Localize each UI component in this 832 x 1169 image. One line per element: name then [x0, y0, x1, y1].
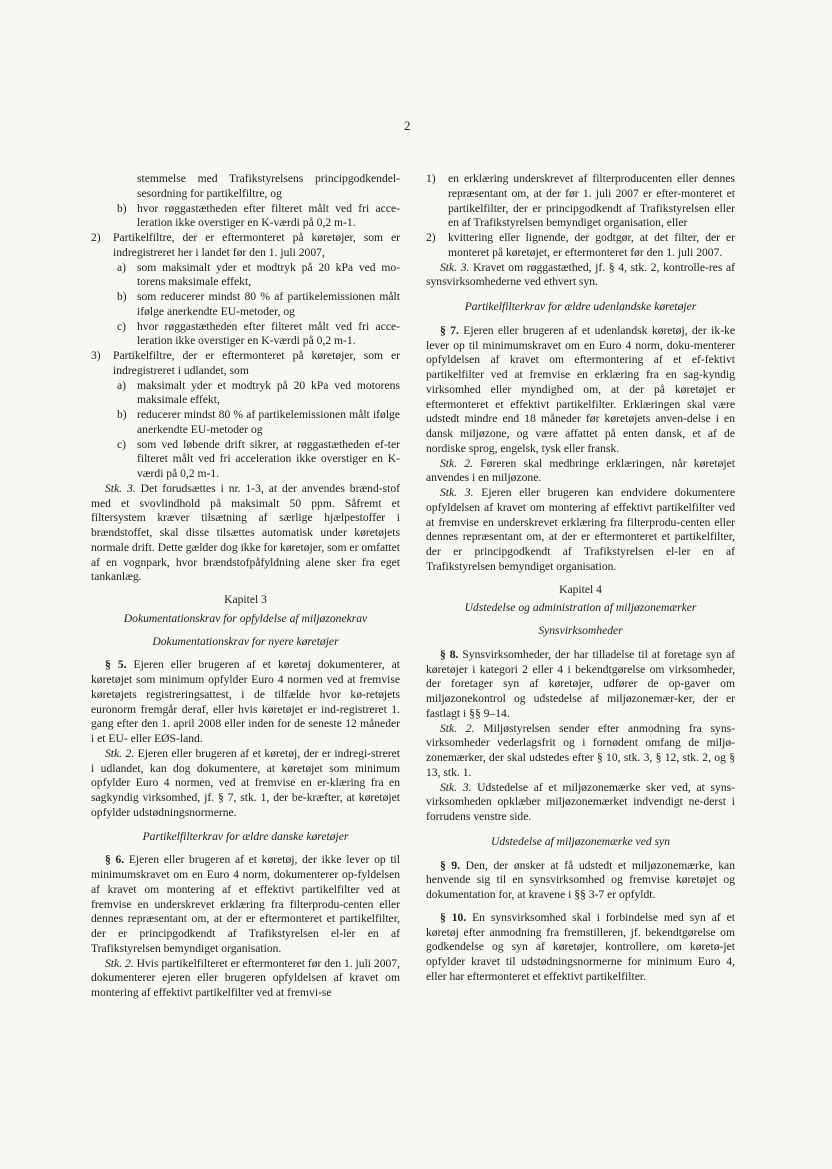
chapter-title: Udstedelse og administration af miljøzonemærker [464, 601, 697, 615]
paragraph [426, 722, 735, 781]
list-item [91, 379, 400, 409]
section-heading: Udstedelse af miljøzonemærke ved syn [490, 834, 671, 848]
left-column [91, 172, 400, 1001]
item-text: hvor røggastætheden efter filteret målt ved fri acce-leration ikke overstiger en K-værdi på 0,2 m-1. [137, 319, 400, 348]
list-item [426, 231, 735, 261]
section-heading: Partikelfilterkrav for ældre udenlandske køretøjer [464, 300, 697, 313]
paragraph-text: Det forudsættes i nr. 1-3, at der anvendes brænd-stof med et svovlindhold på maksimalt 50 ppm. Såfremt et filtersystem kræver tilsætning af særlige hjælpestoffer i brændstoffet, skal disse tilsættes automatisk under køretøjets normale drift. Dette gælder dog ikke for køretøjer, som er omfattet af en vognpark, hvor brændstofpåfyldning alene sker fra eget tankanlæg. [91, 481, 401, 584]
section-heading: Partikelfilterkrav for ældre danske køretøjer [142, 829, 349, 843]
item-number: b) [117, 201, 127, 215]
item-text: maksimalt yder et modtryk på 20 kPa ved motorens maksimale effekt, [137, 378, 400, 407]
list-item [91, 320, 400, 350]
paragraph-text: Den, der ønsker at få udstedt et miljøzonemærke, kan henvende sig til en synsvirksomhed og fremvise køretøjet og dokumentation for, at kravene i §§ 3-7 er opfyldt. [426, 858, 735, 901]
paragraph [91, 658, 400, 747]
paragraph [91, 482, 400, 585]
paragraph [426, 781, 735, 825]
section-label: § 6. [105, 853, 125, 867]
item-text: som maksimalt yder et modtryk på 20 kPa ved mo-torens maksimale effekt, [137, 260, 400, 289]
section-label: § 10. [440, 910, 467, 924]
item-number: c) [117, 437, 127, 451]
paragraph [426, 261, 735, 291]
paragraph-text: Kravet om røggastæthed, jf. § 4, stk. 2, kontrolle-res af synsvirksomhederne ved ethvert syn. [426, 260, 736, 289]
paragraph [91, 957, 400, 1001]
paragraph [426, 911, 735, 985]
item-number: a) [117, 260, 127, 274]
paragraph [91, 853, 400, 956]
paragraph [426, 486, 735, 575]
paragraph [426, 324, 735, 457]
paragraph-text: Hvis partikelfilteret er eftermonteret før den 1. juli 2007, dokumenterer ejeren eller brugeren opfyldelsen af kravet om montering af effektivt partikelfilter ved at fremvi-se [91, 956, 400, 999]
item-text: kvittering eller lignende, der godtgør, at det filter, der er monteret på køretøjet, er eftermonteret før den 1. juli 2007. [448, 231, 735, 259]
list-item [91, 261, 400, 291]
item-number: a) [117, 378, 127, 392]
paragraph-text: Føreren skal medbringe erklæringen, når køretøjet anvendes i en miljøzone. [426, 456, 735, 485]
stk-label: Stk. 2. [105, 746, 135, 760]
stk-label: Stk. 2. [440, 721, 475, 735]
item-text: reducerer mindst 80 % af partikelemissionen målt ifølge anerkendte EU-metoder og [137, 408, 400, 436]
item-text: som reducerer mindst 80 % af partikelemissionen målt ifølge anerkendte EU-metoder, og [137, 290, 400, 318]
list-item [91, 202, 400, 232]
item-text: Partikelfiltre, der er eftermonteret på køretøjer, som er indregistreret her i landet før den 1. juli 2007, [113, 231, 400, 259]
section-heading: Synsvirksomheder [538, 624, 623, 637]
page-number: 2 [404, 118, 411, 133]
list-item [91, 349, 400, 379]
item-number: 2) [91, 231, 101, 244]
list-item [426, 172, 735, 231]
paragraph-text: Ejeren eller brugeren af et køretøj, der er indregi-streret i udlandet, kan dog dokumentere, at køretøjet som minimum opfylder Euro 4 normen, ved at fremvise en er-klæring fra en sagkyndig virksomhed, jf. § 7, stk. 1, der be-kræfter, at køretøjet opfylder udstødningsnormerne. [91, 746, 400, 819]
section-heading: Dokumentationskrav for nyere køretøjer [152, 634, 339, 648]
paragraph [91, 747, 400, 821]
paragraph-text: Synsvirksomheder, der har tilladelse til at foretage syn af køretøjer i kategori 2 eller 4 i bekendtgørelse om virksomheder, der foretager syn af køretøjer, udfører de op-gaver om miljøzonekontrol og udstedelse af miljøzonemær-ker, der er fastlagt i §§ 9–14. [426, 647, 736, 720]
list-item [91, 231, 400, 261]
item-text: Partikelfiltre, der er eftermonteret på køretøjer, som er indregistreret i udlandet, som [113, 349, 400, 377]
paragraph-text: Ejeren eller brugeren af et køretøj, der ikke lever op til minimumskravet om en Euro 4 norm, dokumenterer op-fyldelsen af kravet om montering af et effektivt partikelfilter ved at fremvise en underskrevet erklæring fra filterprodu-centen eller dennes repræsentant om, at der er eftermonteret et partikelfilter, der er principgodkendt af Trafikstyrelsen el-ler en af Trafikstyrelsen bemyndiget organisation. [91, 853, 400, 955]
stk-label: Stk. 2. [440, 456, 473, 470]
chapter-title: Dokumentationskrav for opfyldelse af miljøzonekrav [123, 611, 368, 625]
paragraph-text: Ejeren eller brugeren af et udenlandsk køretøj, der ik-ke lever op til minimumskravet om en Euro 4 norm, doku-menterer opfyldelsen af kravet om eftermontering af et ef-fektivt partikelfilter ved at fremvise en erklæring fra en sag-kyndig virksomhed eller myndighed om, at der på køretøjet er eftermonteret et effektivt partikelfilter. Erklæringen skal være udstedt mindre end 18 måneder før køretøjets anven-delse i en dansk miljøzone, og være affattet på enten dansk, et af de nordiske sprog, engelsk, tysk eller fransk. [426, 323, 735, 455]
paragraph-text: En synsvirksomhed skal i forbindelse med syn af et køretøj efter anmodning fra fremstilleren, jf. bekendtgørelse om godkendelse og syn af køretøjer, kontrollere, om køretø-jet opfylder kravet til udstødningsnormerne for minimum Euro 4, eller har eftermonteret et effektivt partikelfilter. [426, 910, 735, 983]
item-number: 2) [426, 231, 436, 244]
list-item [91, 438, 400, 482]
right-column [426, 172, 735, 985]
stk-label: Stk. 2. [105, 956, 134, 970]
stk-label: Stk. 3. [440, 780, 472, 794]
stk-label: Stk. 3. [105, 481, 136, 495]
list-item [91, 290, 400, 320]
section-label: § 8. [440, 647, 459, 661]
item-number: 1) [426, 172, 436, 185]
stk-label: Stk. 3. [440, 260, 470, 274]
section-label: § 9. [440, 858, 461, 872]
stk-label: Stk. 3. [440, 486, 474, 499]
item-number: c) [117, 319, 127, 333]
item-number: b) [117, 290, 127, 303]
section-label: § 7. [440, 323, 459, 337]
chapter-heading: Kapitel 3 [224, 593, 267, 606]
item-number: b) [117, 408, 127, 421]
paragraph-text: Ejeren eller brugeren kan endvidere dokumentere opfyldelsen af kravet om montering af effektivt partikelfilter ved at fremvise en underskrevet erklæring fra filterprodu-centen eller dennes repræsentant om, at der er eftermonteret et partikelfilter, der er principgodkendt af Trafikstyrelsen el-ler en af Trafikstyrelsen bemyndiget organisation. [426, 486, 735, 573]
item-number: 3) [91, 349, 101, 362]
paragraph [426, 648, 735, 722]
paragraph [426, 859, 735, 903]
item-text: en erklæring underskrevet af filterproducenten eller dennes repræsentant om, at der før 1. juli 2007 er efter-monteret et partikelfilter, der er principgodkendt af Trafikstyrelsen eller en af Trafikstyrelsen bemyndiget organisation, eller [448, 172, 735, 230]
paragraph-text: Miljøstyrelsen sender efter anmodning fra syns-virksomheder vederlagsfrit og i fornødent omfang de miljø-zonemærker, der skal udstedes efter § 10, stk. 3, § 12, stk. 2, og § 13, stk. 1. [426, 721, 735, 779]
item-text: som ved løbende drift sikrer, at røggastætheden ef-ter filteret målt ved fri acceleration ikke overstiger en K-værdi på 0,2 m-1. [137, 437, 400, 480]
item-text: hvor røggastætheden efter filteret målt ved fri acce-leration ikke overstiger en K-værdi på 0,2 m-1. [137, 201, 400, 230]
list-item [91, 408, 400, 438]
paragraph-text: Udstedelse af et miljøzonemærke sker ved, at syns-virksomheden opklæber miljøzonemærket indvendigt ne-derst i forrudens venstre side. [426, 780, 736, 823]
paragraph [426, 457, 735, 487]
chapter-heading: Kapitel 4 [559, 582, 602, 596]
list-item: stemmelse med Trafikstyrelsens principgodkendel-sesordning for partikelfiltre, og [137, 172, 400, 200]
paragraph-text: Ejeren eller brugeren af et køretøj dokumenterer, at køretøjet som minimum opfylder Euro 4 normen ved at fremvise køretøjets registreringsattest, i de tilfælde hvor kø-retøjets euronorm fremgår deraf, eller hvis køretøjet er ind-registreret 1. gang efter den 1. april 2008 eller inden for de seneste 12 måneder i et EU- eller EØS-land. [91, 658, 400, 745]
section-label: § 5. [105, 658, 127, 672]
